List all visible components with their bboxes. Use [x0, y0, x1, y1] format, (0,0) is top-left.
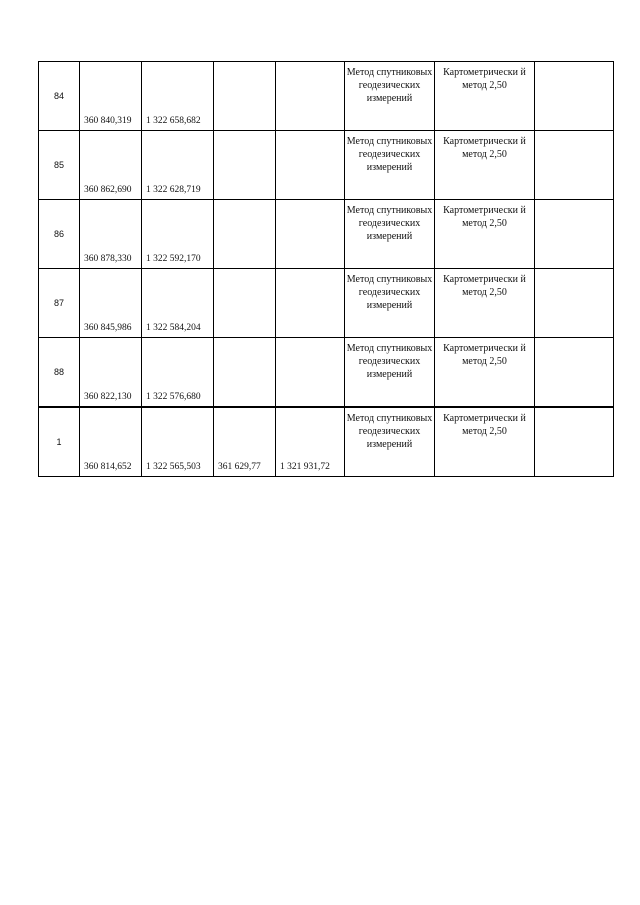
coord-y: 1 322 628,719	[142, 131, 214, 200]
note-cell	[535, 62, 614, 131]
method-cell: Метод спутниковых геодезических измерений	[345, 131, 435, 200]
accuracy-cell: Картометрически й метод 2,50	[435, 338, 535, 408]
point-number: 87	[39, 269, 80, 338]
coord-x: 360 862,690	[80, 131, 142, 200]
point-number: 84	[39, 62, 80, 131]
accuracy-cell: Картометрически й метод 2,50	[435, 269, 535, 338]
coord-y-prev: 1 321 931,72	[276, 407, 345, 477]
coord-y-prev	[276, 131, 345, 200]
coord-x: 360 840,319	[80, 62, 142, 131]
point-number: 1	[39, 407, 80, 477]
method-cell: Метод спутниковых геодезических измерений	[345, 269, 435, 338]
method-cell: Метод спутниковых геодезических измерений	[345, 200, 435, 269]
coord-x: 360 814,652	[80, 407, 142, 477]
coord-x: 360 878,330	[80, 200, 142, 269]
coord-x-prev: 361 629,77	[214, 407, 276, 477]
coord-y-prev	[276, 200, 345, 269]
coord-y: 1 322 658,682	[142, 62, 214, 131]
coord-x-prev	[214, 269, 276, 338]
table-row	[39, 200, 614, 269]
coord-y-prev	[276, 62, 345, 131]
table-row	[39, 269, 614, 338]
coord-x: 360 822,130	[80, 338, 142, 408]
coord-x: 360 845,986	[80, 269, 142, 338]
note-cell	[535, 200, 614, 269]
coordinates-table	[38, 61, 614, 477]
table-row	[39, 131, 614, 200]
coord-x-prev	[214, 62, 276, 131]
accuracy-cell: Картометрически й метод 2,50	[435, 62, 535, 131]
accuracy-cell: Картометрически й метод 2,50	[435, 200, 535, 269]
coord-y: 1 322 576,680	[142, 338, 214, 408]
coord-x-prev	[214, 338, 276, 408]
coord-y: 1 322 592,170	[142, 200, 214, 269]
coord-y-prev	[276, 269, 345, 338]
coord-x-prev	[214, 131, 276, 200]
point-number: 86	[39, 200, 80, 269]
accuracy-cell: Картометрически й метод 2,50	[435, 407, 535, 477]
point-number: 88	[39, 338, 80, 408]
coord-x-prev	[214, 200, 276, 269]
coord-y-prev	[276, 338, 345, 408]
point-number: 85	[39, 131, 80, 200]
method-cell: Метод спутниковых геодезических измерений	[345, 338, 435, 408]
method-cell: Метод спутниковых геодезических измерений	[345, 407, 435, 477]
note-cell	[535, 407, 614, 477]
table-row	[39, 407, 614, 477]
note-cell	[535, 131, 614, 200]
coord-y: 1 322 565,503	[142, 407, 214, 477]
note-cell	[535, 269, 614, 338]
table-row	[39, 338, 614, 408]
accuracy-cell: Картометрически й метод 2,50	[435, 131, 535, 200]
table-row	[39, 62, 614, 131]
method-cell: Метод спутниковых геодезических измерений	[345, 62, 435, 131]
coord-y: 1 322 584,204	[142, 269, 214, 338]
note-cell	[535, 338, 614, 408]
